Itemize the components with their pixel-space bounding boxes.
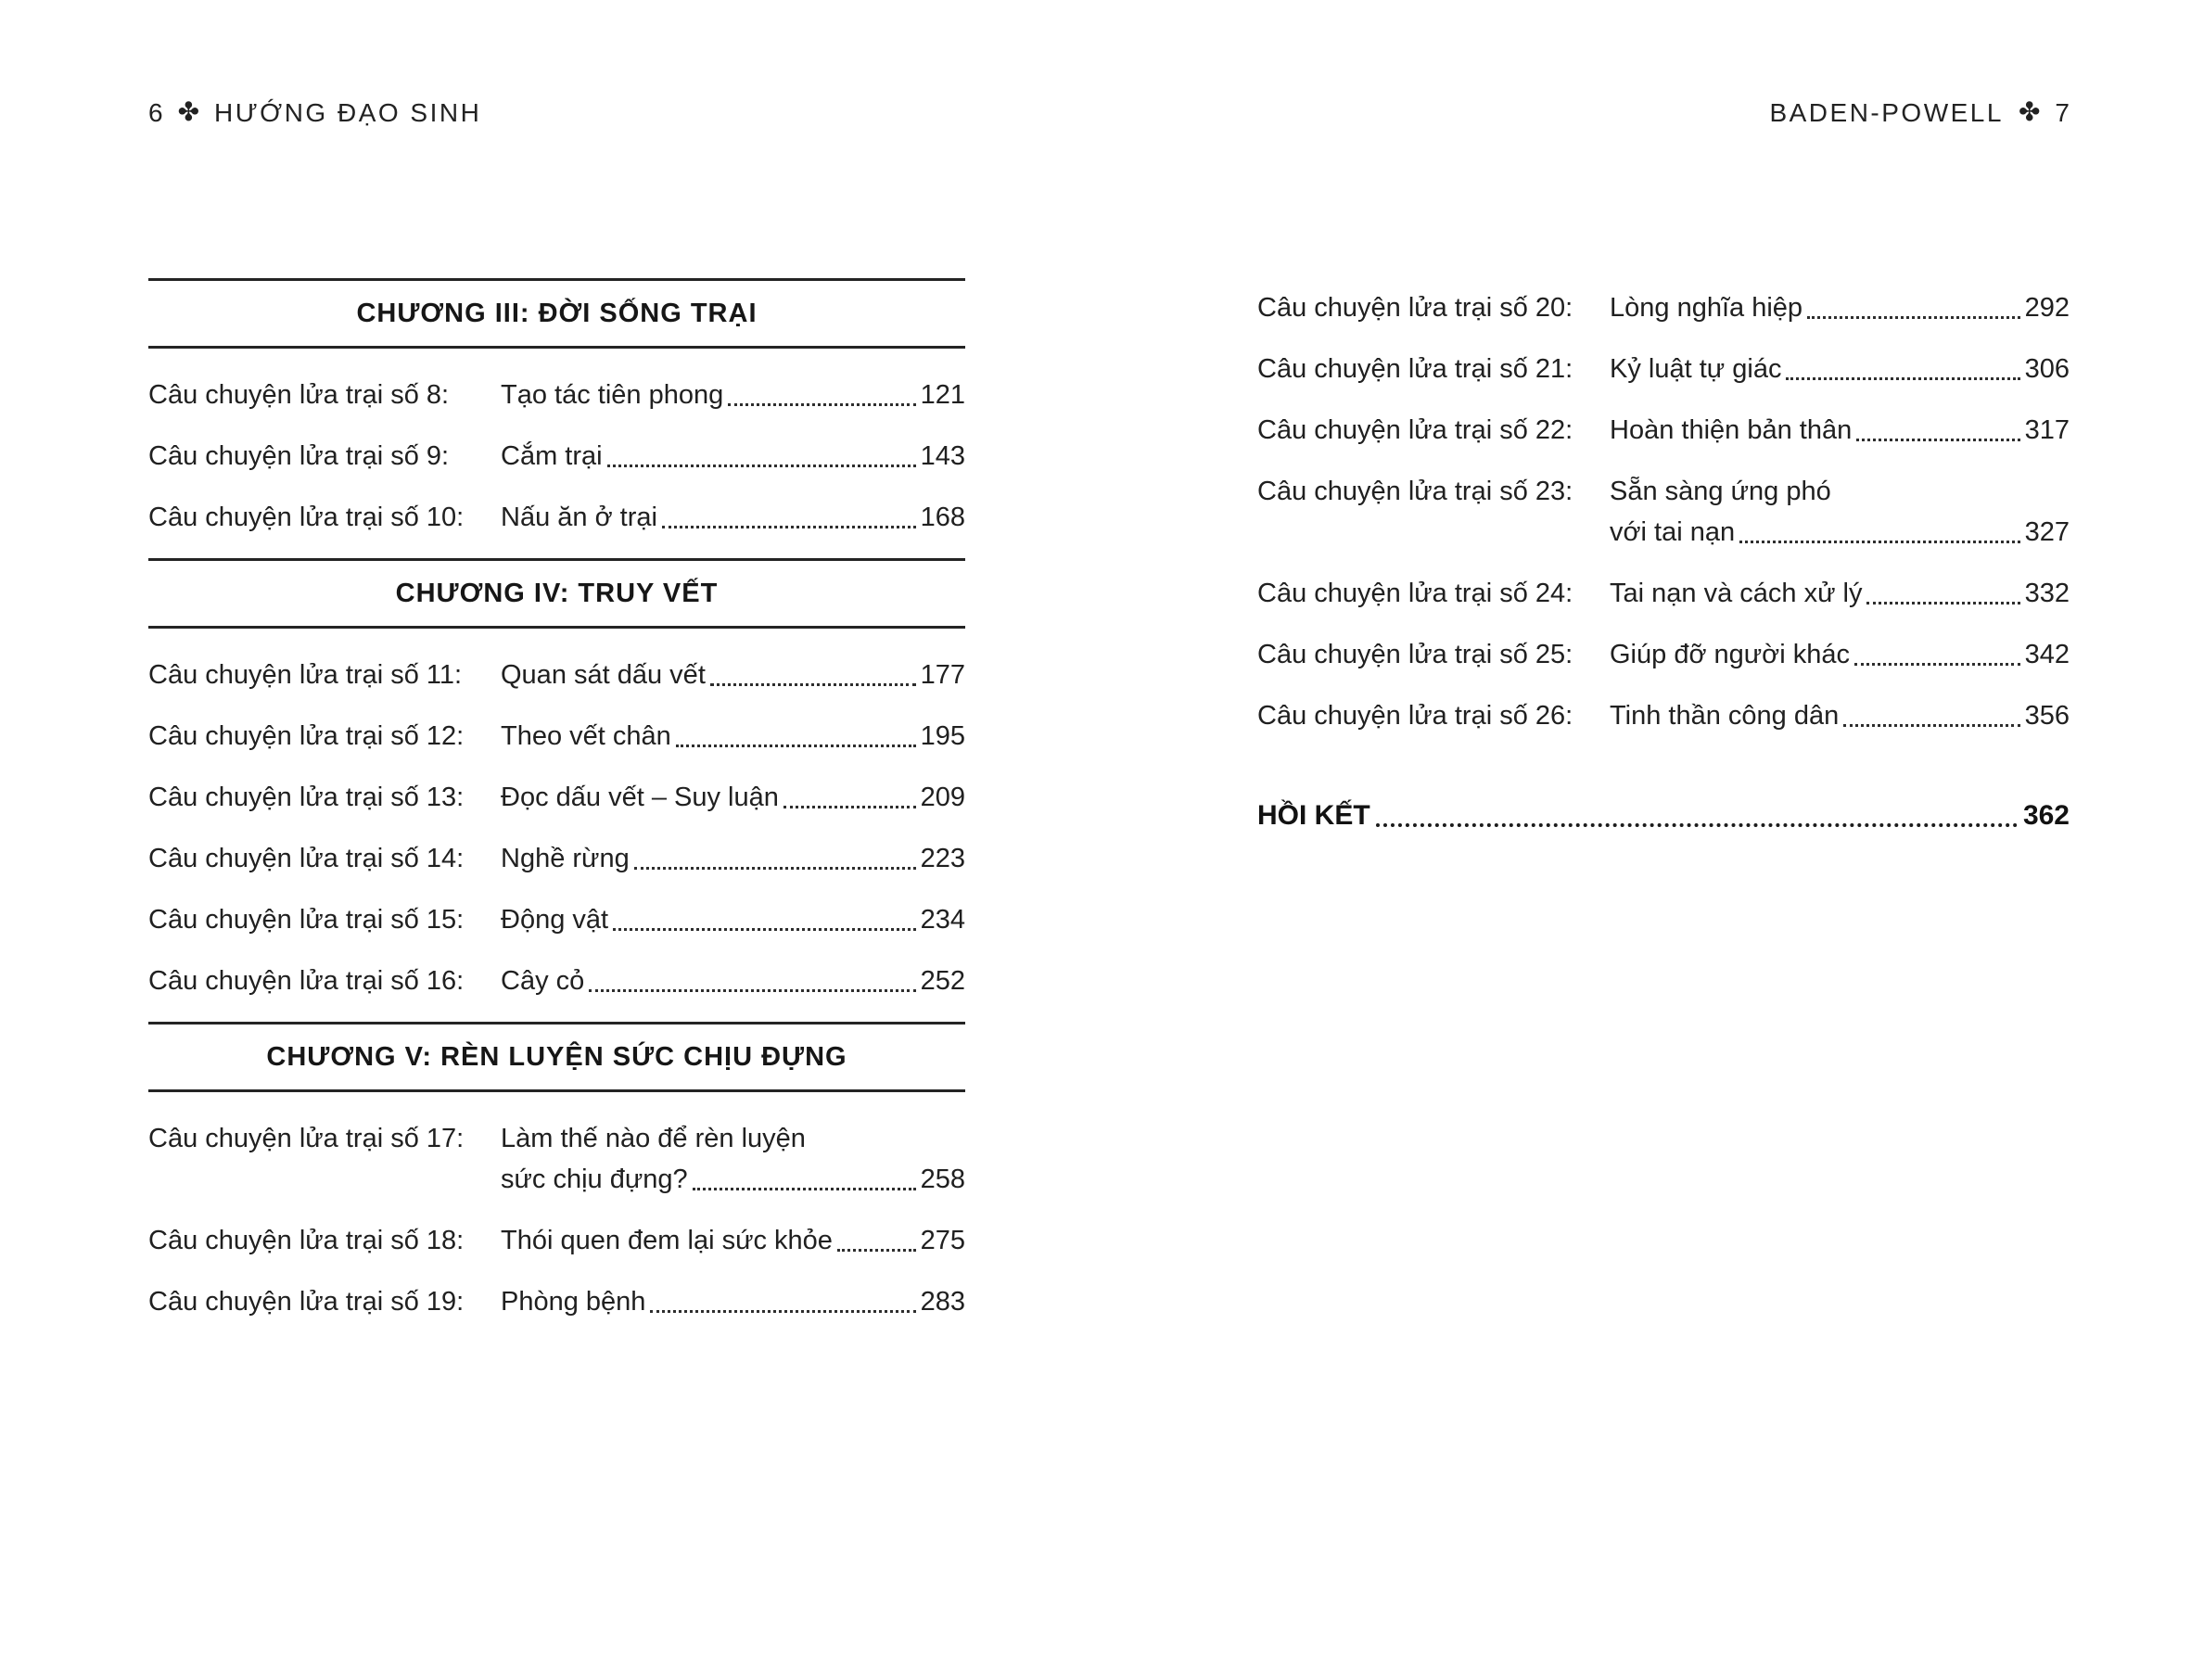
section-heading: CHƯƠNG V: RÈN LUYỆN SỨC CHỊU ĐỰNG [148,1022,965,1092]
entry-page-number: 177 [920,660,965,690]
entry-line [501,1118,965,1159]
dot-leader [1735,512,2025,553]
entry-line [1610,410,2070,451]
page-right [1257,0,2070,1680]
toc-entry [148,716,965,757]
dot-leader [645,1281,920,1322]
dot-leader [706,655,921,695]
entry-title: Quan sát dấu vết [501,660,706,690]
folio-right: 7 [2055,98,2070,127]
entry-page-number: 283 [920,1287,965,1317]
entry-body [501,375,965,415]
toc-entry [148,961,965,1001]
entry-body [501,497,965,538]
entry-body [1610,573,2070,614]
closing-page-number: 362 [2022,800,2070,831]
running-title-left: HƯỚNG ĐẠO SINH [214,98,482,127]
page-header-left [148,96,481,130]
fleur-icon: ✤ [2018,97,2041,126]
entry-page-number: 342 [2024,640,2070,669]
entry-label: Câu chuyện lửa trại số 11: [148,660,463,690]
entry-title: Lòng nghĩa hiệp [1610,293,1803,323]
entry-title: Kỷ luật tự giác [1610,354,1782,384]
entry-label: Câu chuyện lửa trại số 15: [148,905,465,935]
toc-entry [148,1118,965,1200]
entry-label: Câu chuyện lửa trại số 12: [148,721,465,751]
toc-entry [148,655,965,695]
entry-title: Theo vết chân [501,721,671,751]
dot-leader [1370,795,2023,836]
entry-body [501,838,965,879]
entry-title: Sẵn sàng ứng phó [1610,477,1831,506]
toc-entry [1257,573,2070,614]
entry-label: Câu chuyện lửa trại số 17: [148,1124,465,1153]
toc-entry [148,838,965,879]
entry-title: Tạo tác tiên phong [501,380,724,410]
fleur-icon: ✤ [177,97,200,126]
toc-entry [1257,287,2070,328]
dot-leader [1852,410,2024,451]
entry-line [1610,349,2070,389]
entry-body [501,1118,965,1200]
toc-entry [148,1281,965,1322]
toc-entry [148,899,965,940]
folio-left: 6 [148,98,163,127]
dot-leader [603,436,921,477]
entry-title: Đọc dấu vết – Suy luận [501,783,779,812]
section-heading: CHƯƠNG III: ĐỜI SỐNG TRẠI [148,278,965,349]
entry-page-number: 356 [2024,701,2070,731]
dot-leader [688,1159,921,1200]
dot-leader [1850,634,2025,675]
entry-body [1610,634,2070,675]
entry-label: Câu chuyện lửa trại số 24: [1257,579,1573,608]
entry-line [501,655,965,695]
dot-leader [1781,349,2024,389]
entry-label: Câu chuyện lửa trại số 10: [148,503,465,532]
entry-line [501,777,965,818]
entry-body [501,1281,965,1322]
toc-entry [148,436,965,477]
entry-page-number: 223 [920,844,965,873]
entry-line [1610,512,2070,553]
entry-label: Câu chuyện lửa trại số 16: [148,966,465,996]
entry-body [1610,695,2070,736]
dot-leader [723,375,920,415]
entry-line [1610,471,2070,512]
entry-line [501,497,965,538]
entry-line [501,1281,965,1322]
entry-title: sức chịu đựng? [501,1165,688,1194]
entry-label: Câu chuyện lửa trại số 13: [148,783,465,812]
entry-title: Tai nạn và cách xử lý [1610,579,1863,608]
dot-leader [779,777,921,818]
page-header-right [1769,96,2070,130]
dot-leader [671,716,921,757]
dot-leader [584,961,920,1001]
entry-label: Câu chuyện lửa trại số 22: [1257,415,1573,445]
dot-leader [657,497,921,538]
dot-leader [833,1220,921,1261]
entry-page-number: 209 [920,783,965,812]
entry-title: Tinh thần công dân [1610,701,1840,731]
page-left [148,0,965,1680]
entry-page-number: 306 [2024,354,2070,384]
toc-entry [1257,349,2070,389]
entry-body [501,899,965,940]
entry-line [501,436,965,477]
toc-entry [1257,695,2070,736]
dot-leader [1802,287,2025,328]
dot-leader [1839,695,2024,736]
entry-line [501,899,965,940]
toc-entry [148,375,965,415]
entry-title: Hoàn thiện bản thân [1610,415,1853,445]
toc-entry [1257,410,2070,451]
entry-body [501,655,965,695]
entry-title: Giúp đỡ người khác [1610,640,1850,669]
entry-title: Động vật [501,905,609,935]
entry-line [501,838,965,879]
dot-leader [1862,573,2024,614]
entry-title: Phòng bệnh [501,1287,646,1317]
entry-page-number: 143 [920,441,965,471]
entry-body [501,961,965,1001]
toc-entry [1257,634,2070,675]
entry-label: Câu chuyện lửa trại số 20: [1257,293,1573,323]
entry-title: Làm thế nào để rèn luyện [501,1124,806,1153]
closing-entry [1257,795,2070,836]
entry-line [1610,287,2070,328]
entry-page-number: 317 [2024,415,2070,445]
entry-label: Câu chuyện lửa trại số 25: [1257,640,1573,669]
entry-body [501,777,965,818]
entry-title: Nghề rừng [501,844,630,873]
entry-line [1610,634,2070,675]
entry-body [1610,287,2070,328]
running-title-right: BADEN-POWELL [1769,98,2004,127]
entry-line [501,375,965,415]
entry-page-number: 258 [920,1165,965,1194]
entry-page-number: 195 [920,721,965,751]
entry-page-number: 327 [2024,517,2070,547]
entry-label: Câu chuyện lửa trại số 21: [1257,354,1573,384]
toc-entry [148,497,965,538]
entry-title: Thói quen đem lại sức khỏe [501,1226,833,1255]
toc-entry [1257,471,2070,553]
entry-label: Câu chuyện lửa trại số 9: [148,441,450,471]
entry-body [1610,410,2070,451]
entry-label: Câu chuyện lửa trại số 8: [148,380,450,410]
entry-label: Câu chuyện lửa trại số 18: [148,1226,465,1255]
entry-page-number: 234 [920,905,965,935]
entry-title: Cây cỏ [501,966,585,996]
entry-page-number: 292 [2024,293,2070,323]
entry-body [501,1220,965,1261]
dot-leader [608,899,921,940]
entry-page-number: 121 [920,380,965,410]
entry-label: Câu chuyện lửa trại số 19: [148,1287,465,1317]
entry-page-number: 252 [920,966,965,996]
entry-line [501,716,965,757]
entry-body [1610,349,2070,389]
toc-left [148,278,965,1343]
entry-body [501,436,965,477]
toc-entry [148,777,965,818]
dot-leader [630,838,921,879]
entry-body [501,716,965,757]
toc-right [1257,287,2070,836]
section-heading: CHƯƠNG IV: TRUY VẾT [148,558,965,629]
entry-label: Câu chuyện lửa trại số 23: [1257,477,1573,506]
entry-label: Câu chuyện lửa trại số 14: [148,844,465,873]
entry-page-number: 275 [920,1226,965,1255]
entry-line [501,961,965,1001]
entry-label: Câu chuyện lửa trại số 26: [1257,701,1573,731]
entry-title: Cắm trại [501,441,603,471]
entry-body [1610,471,2070,553]
entry-page-number: 168 [920,503,965,532]
entry-line [501,1220,965,1261]
closing-label: HỒI KẾT [1257,800,1370,831]
entry-title: với tai nạn [1610,517,1736,547]
toc-entry [148,1220,965,1261]
entry-line [1610,573,2070,614]
entry-line [501,1159,965,1200]
entry-page-number: 332 [2024,579,2070,608]
entry-title: Nấu ăn ở trại [501,503,657,532]
entry-line [1610,695,2070,736]
